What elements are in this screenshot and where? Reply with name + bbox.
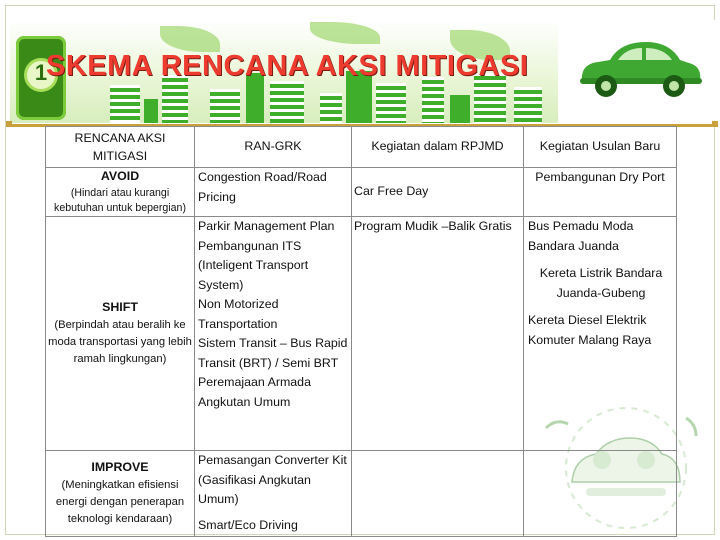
avoid-label: AVOID bbox=[100, 169, 140, 183]
leaf-decoration bbox=[310, 22, 380, 44]
rangrk-item: Peremajaan Armada Angkutan Umum bbox=[198, 375, 311, 409]
rangrk-item: Parkir Management Plan bbox=[198, 219, 335, 233]
usulan-item: Kereta Listrik Bandara Juanda-Gubeng bbox=[539, 266, 663, 300]
avoid-usulan-cell bbox=[524, 168, 677, 217]
leaf-decoration bbox=[160, 26, 220, 52]
avoid-description: (Hindari atau kurangi kebutuhan untuk bepergian) bbox=[54, 187, 186, 214]
improve-category-cell bbox=[46, 451, 195, 537]
avoid-category-cell bbox=[46, 168, 195, 217]
improve-usulan-cell bbox=[524, 451, 677, 537]
avoid-rangrk-cell bbox=[195, 168, 352, 217]
table-row-shift bbox=[46, 217, 677, 451]
improve-description: (Meningkatkan efisiensi energi dengan penerapan teknologi kendaraan) bbox=[55, 479, 185, 525]
rangrk-item: Smart/Eco Driving bbox=[198, 517, 298, 532]
logo-digit: 1 bbox=[34, 60, 48, 85]
usulan-item: Pembangunan Dry Port bbox=[535, 170, 665, 184]
avoid-rpjmd-cell bbox=[352, 168, 524, 217]
improve-rpjmd-cell bbox=[352, 451, 524, 537]
shift-usulan-cell bbox=[524, 217, 677, 451]
divider-end-left bbox=[6, 121, 12, 127]
header-rpjmd: Kegiatan dalam RPJMD bbox=[352, 127, 524, 168]
car-illustration-panel bbox=[560, 20, 716, 123]
divider-end-right bbox=[712, 121, 718, 127]
green-car-icon bbox=[576, 34, 704, 102]
usulan-item: Bus Pemadu Moda Bandara Juanda bbox=[528, 219, 634, 253]
rangrk-item: Non Motorized Transportation bbox=[198, 297, 279, 331]
shift-label: SHIFT bbox=[102, 300, 138, 314]
rangrk-item: Congestion Road/Road Pricing bbox=[198, 170, 327, 204]
table-header-row bbox=[46, 127, 677, 168]
mitigation-table bbox=[45, 126, 677, 537]
improve-label: IMPROVE bbox=[91, 460, 149, 474]
header-usulan-baru: Kegiatan Usulan Baru bbox=[524, 127, 677, 168]
header-ran-grk: RAN-GRK bbox=[195, 127, 352, 168]
rangrk-item: Pemasangan Converter Kit (Gasifikasi Angkutan Umum) bbox=[198, 453, 347, 506]
shift-rpjmd-cell bbox=[352, 217, 524, 451]
usulan-item: Kereta Diesel Elektrik Komuter Malang Raya bbox=[528, 313, 652, 347]
rpjmd-item: Car Free Day bbox=[354, 184, 429, 199]
shift-description: (Berpindah atau beralih ke moda transportasi yang lebih ramah lingkungan) bbox=[48, 319, 192, 365]
improve-rangrk-cell bbox=[195, 451, 352, 537]
rangrk-item: Pembangunan ITS (Inteligent Transport System) bbox=[198, 238, 309, 292]
rpjmd-item: Program Mudik –Balik Gratis bbox=[354, 219, 512, 233]
shift-category-cell bbox=[46, 217, 195, 451]
slide-title: SKEMA RENCANA AKSI MITIGASI bbox=[46, 50, 529, 82]
shift-rangrk-cell bbox=[195, 217, 352, 451]
rangrk-item: Sistem Transit – Bus Rapid Transit (BRT) / Semi BRT bbox=[198, 336, 348, 370]
table-row-improve bbox=[46, 451, 677, 537]
table-row-avoid bbox=[46, 168, 677, 217]
header-rencana-aksi: RENCANA AKSI MITIGASI bbox=[46, 127, 195, 168]
